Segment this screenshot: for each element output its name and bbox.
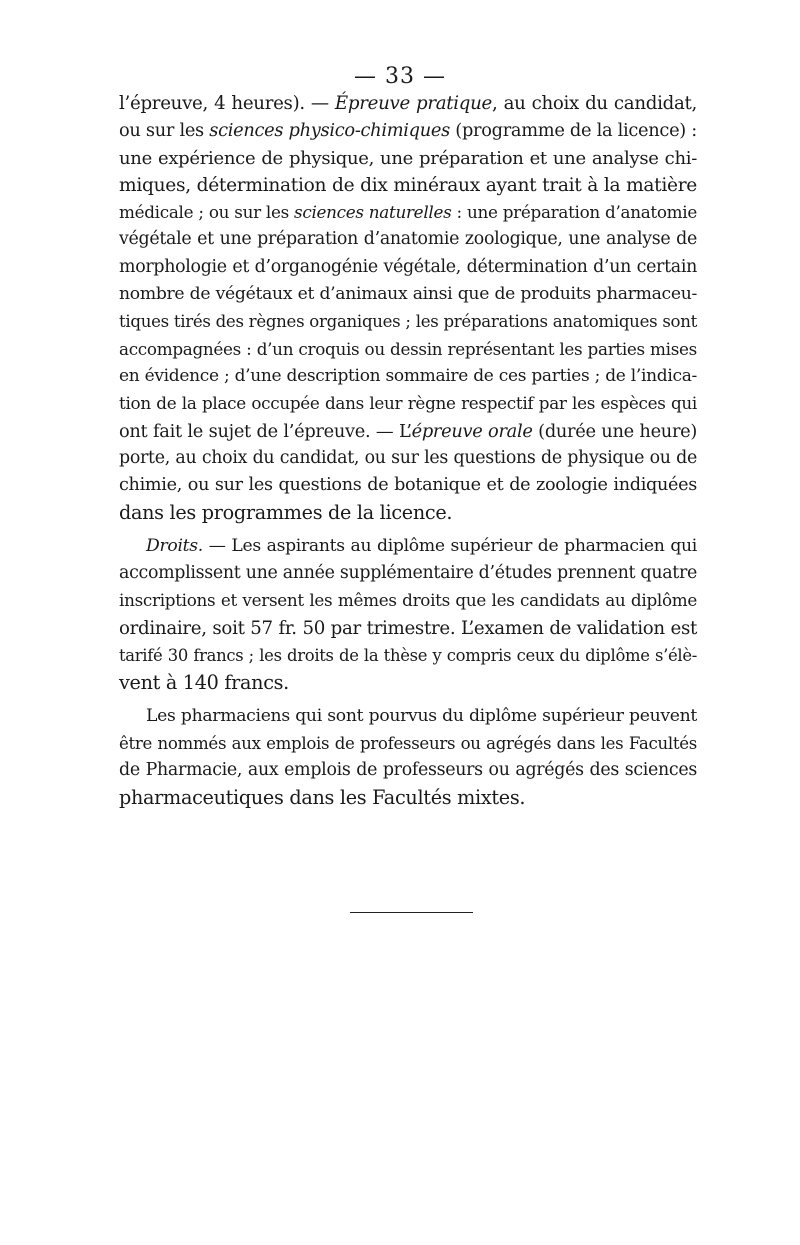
text-line: ordinaire, soit 57 fr. 50 par trimestre. L’examen de validation est — [119, 617, 697, 639]
end-rule — [350, 912, 473, 913]
text-line: chimie, ou sur les questions de botanique et de zoologie indiquées — [119, 475, 697, 496]
paragraph — [119, 90, 697, 527]
paragraph — [119, 533, 697, 697]
text-line: l’épreuve, 4 heures). — Épreuve pratique, au choix du candidat, — [119, 93, 697, 114]
text-line: dans les programmes de la licence. — [119, 501, 453, 525]
text-line: Les pharmaciens qui sont pourvus du diplôme supérieur peuvent — [146, 705, 697, 726]
text-line: accompagnées : d’un croquis ou dessin représentant les parties mises — [119, 338, 697, 359]
text-line: en évidence ; d’une description sommaire de ces parties ; de l’indica- — [119, 365, 697, 386]
text-line: vent à 140 francs. — [119, 671, 289, 695]
text-line: pharmaceutiques dans les Facultés mixtes. — [119, 786, 526, 810]
text-line: nombre de végétaux et d’animaux ainsi que de produits pharmaceu- — [119, 284, 697, 305]
text-line: porte, au choix du candidat, ou sur les questions de physique ou de — [119, 447, 697, 468]
text-line: tiques tirés des règnes organiques ; les préparations anatomiques sont — [119, 312, 697, 332]
text-line: ont fait le sujet de l’épreuve. — L’épreuve orale (durée une heure) — [119, 420, 698, 442]
text-line: être nommés aux emplois de professeurs ou agrégés dans les Facultés — [119, 733, 697, 753]
text-line: morphologie et d’organogénie végétale, détermination d’un certain — [119, 256, 697, 277]
page-number: — 33 — — [354, 64, 446, 89]
text-line: inscriptions et versent les mêmes droits que les candidats au diplôme — [119, 590, 697, 611]
text-line: tion de la place occupée dans leur règne respectif par les espèces qui — [119, 393, 697, 414]
text-line: médicale ; ou sur les sciences naturelles : une préparation d’anatomie — [119, 202, 697, 223]
body-text — [119, 90, 697, 818]
text-line: accomplissent une année supplémentaire d’études prennent quatre — [119, 563, 697, 584]
text-line: végétale et une préparation d’anatomie zoologique, une analyse de — [119, 229, 697, 250]
text-line: de Pharmacie, aux emplois de professeurs ou agrégés des sciences — [119, 760, 697, 781]
text-line: miques, détermination de dix minéraux ayant trait à la matière — [119, 174, 697, 196]
text-line: tarifé 30 francs ; les droits de la thèse y compris ceux du diplôme s’élè- — [119, 645, 697, 665]
paragraph — [119, 703, 697, 812]
text-line: ou sur les sciences physico-chimiques (programme de la licence) : — [119, 120, 697, 142]
text-line: Droits. — Les aspirants au diplôme supérieur de pharmacien qui — [146, 535, 697, 556]
text-line: une expérience de physique, une préparation et une analyse chi- — [119, 147, 697, 169]
